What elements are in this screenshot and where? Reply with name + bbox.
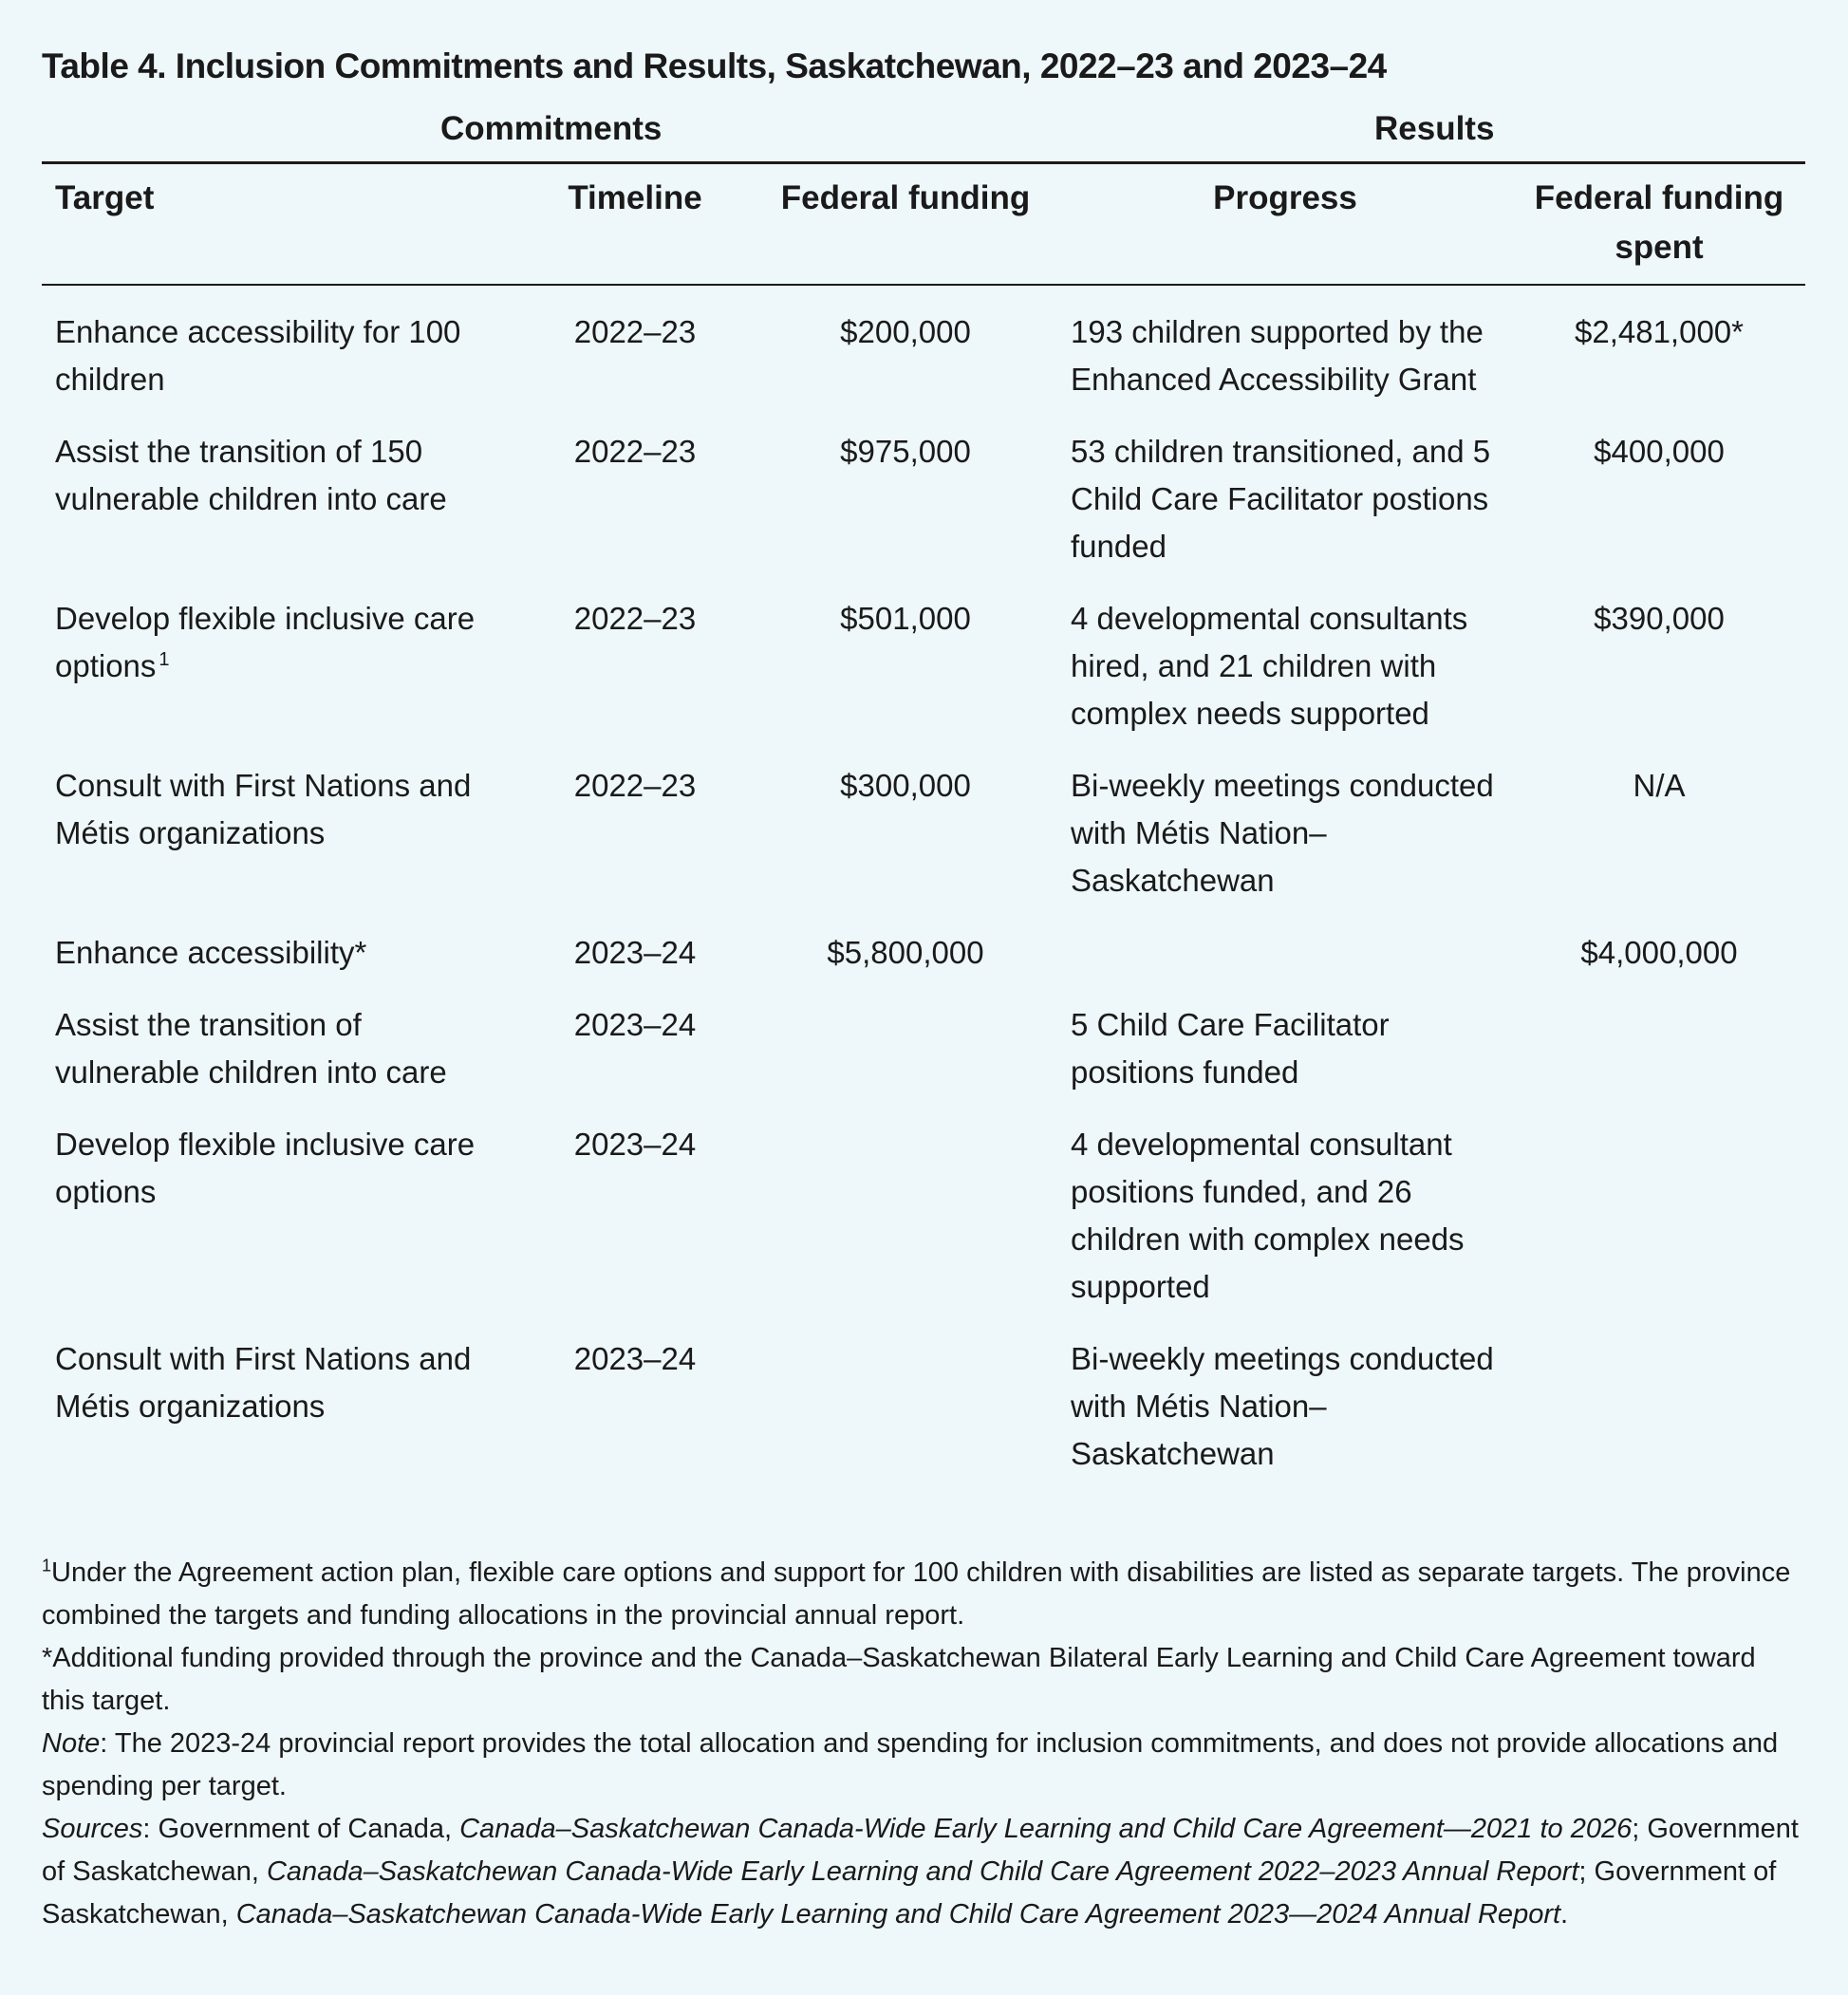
cell-target-text: Develop flexible inclusive care options (55, 601, 476, 683)
cell-target: Enhance accessibility* (55, 935, 367, 970)
cell-timeline: 2022–23 (573, 314, 697, 349)
cell-progress: Bi-weekly meetings conducted with Métis Nation–Saskatchewan (1071, 1341, 1494, 1471)
sources-text: ; Government of Saskatchewan, (42, 1814, 1799, 1887)
cell-timeline: 2023–24 (573, 1127, 697, 1162)
sources (42, 1808, 1805, 1936)
cell-funding: $975,000 (840, 434, 971, 469)
group-results: Results (1374, 110, 1495, 147)
cell-target: Enhance accessibility for 100 children (55, 314, 461, 397)
source-title: Canada–Saskatchewan Canada-Wide Early Learning and Child Care Agreement 2023—2024 Annual Report (235, 1899, 1561, 1930)
table-row (42, 1104, 1805, 1318)
table-row (42, 984, 1805, 1104)
footnote-1-text: Under the Agreement action plan, flexible care options and support for 100 children with disabilities are listed as separate targets. The province combined the targets and funding allocations in the provincial annual report. (42, 1557, 1791, 1631)
cell-spent: $2,481,000* (1574, 314, 1744, 349)
note (42, 1723, 1805, 1808)
cell-progress: 4 developmental consultant positions funded, and 26 children with complex needs supported (1071, 1127, 1465, 1304)
cell-timeline: 2022–23 (573, 768, 697, 803)
header-federal-funding: Federal funding (754, 164, 1057, 285)
sources-text: : Government of Canada, (142, 1814, 460, 1844)
cell-funding: $501,000 (840, 601, 971, 636)
cell-progress: Bi-weekly meetings conducted with Métis Nation–Saskatchewan (1071, 768, 1494, 898)
cell-progress: 5 Child Care Facilitator positions funded (1071, 1007, 1390, 1090)
table-row (42, 745, 1805, 912)
footnote-1 (42, 1552, 1805, 1637)
cell-progress: 4 developmental consultants hired, and 21 children with complex needs supported (1071, 601, 1468, 731)
cell-target: Develop flexible inclusive care options (55, 1127, 476, 1209)
cell-spent: $400,000 (1594, 434, 1725, 469)
note-text: : The 2023-24 provincial report provides the total allocation and spending for inclusion commitments, and does not provide allocations and spending per target. (42, 1728, 1779, 1801)
cell-spent: $390,000 (1594, 601, 1725, 636)
source-title: Canada–Saskatchewan Canada-Wide Early Learning and Child Care Agreement—2021 to 2026 (459, 1814, 1633, 1844)
cell-timeline: 2023–24 (573, 1341, 697, 1376)
table-notes (42, 1552, 1805, 1936)
cell-target: Consult with First Nations and Métis organizations (55, 768, 472, 850)
table-row (42, 912, 1805, 984)
table-row (42, 411, 1805, 578)
cell-spent (1513, 1318, 1805, 1485)
cell-spent (1513, 1104, 1805, 1318)
header-row (42, 164, 1805, 285)
cell-funding: $200,000 (840, 314, 971, 349)
sources-label: Sources (42, 1814, 143, 1844)
table-row (42, 578, 1805, 745)
cell-timeline: 2022–23 (573, 601, 697, 636)
footnote-1-marker: 1 (42, 1556, 52, 1575)
header-timeline: Timeline (516, 164, 754, 285)
column-group-header (42, 91, 1805, 164)
source-title: Canada–Saskatchewan Canada-Wide Early Learning and Child Care Agreement 2022–2023 Annual Report (266, 1856, 1579, 1887)
note-label: Note (42, 1728, 101, 1759)
table-title: Table 4. Inclusion Commitments and Results, Saskatchewan, 2022–23 and 2023–24 (42, 47, 1387, 85)
cell-funding (754, 1104, 1057, 1318)
asterisk-note: *Additional funding provided through the province and the Canada–Saskatchewan Bilateral Early Learning and Child Care Agreement toward this target. (42, 1643, 1756, 1716)
cell-funding: $300,000 (840, 768, 971, 803)
cell-target (42, 578, 516, 745)
cell-target: Consult with First Nations and Métis organizations (55, 1341, 472, 1424)
cell-timeline: 2023–24 (573, 1007, 697, 1042)
group-commitments: Commitments (440, 110, 663, 147)
cell-timeline: 2022–23 (573, 434, 697, 469)
cell-progress: 193 children supported by the Enhanced Accessibility Grant (1071, 314, 1484, 397)
cell-timeline: 2023–24 (573, 935, 697, 970)
cell-funding: $5,800,000 (827, 935, 984, 970)
footnote-marker: 1 (159, 649, 170, 670)
cell-progress: 53 children transitioned, and 5 Child Care Facilitator postions funded (1071, 434, 1491, 564)
header-progress: Progress (1057, 164, 1513, 285)
cell-progress (1057, 912, 1513, 984)
cell-spent (1513, 984, 1805, 1104)
cell-funding (754, 984, 1057, 1104)
table-row (42, 1318, 1805, 1485)
header-target: Target (42, 164, 516, 285)
header-federal-funding-spent: Federal funding spent (1513, 164, 1805, 285)
cell-spent: N/A (1633, 768, 1686, 803)
table-figure (42, 42, 1805, 1936)
cell-funding (754, 1318, 1057, 1485)
inclusion-table (42, 164, 1805, 1485)
table-row (42, 285, 1805, 411)
sources-text: . (1560, 1899, 1569, 1930)
cell-target: Assist the transition of vulnerable children into care (55, 1007, 447, 1090)
cell-spent: $4,000,000 (1580, 935, 1738, 970)
cell-target: Assist the transition of 150 vulnerable children into care (55, 434, 447, 516)
sources-text: ; Government of Saskatchewan, (42, 1856, 1777, 1930)
